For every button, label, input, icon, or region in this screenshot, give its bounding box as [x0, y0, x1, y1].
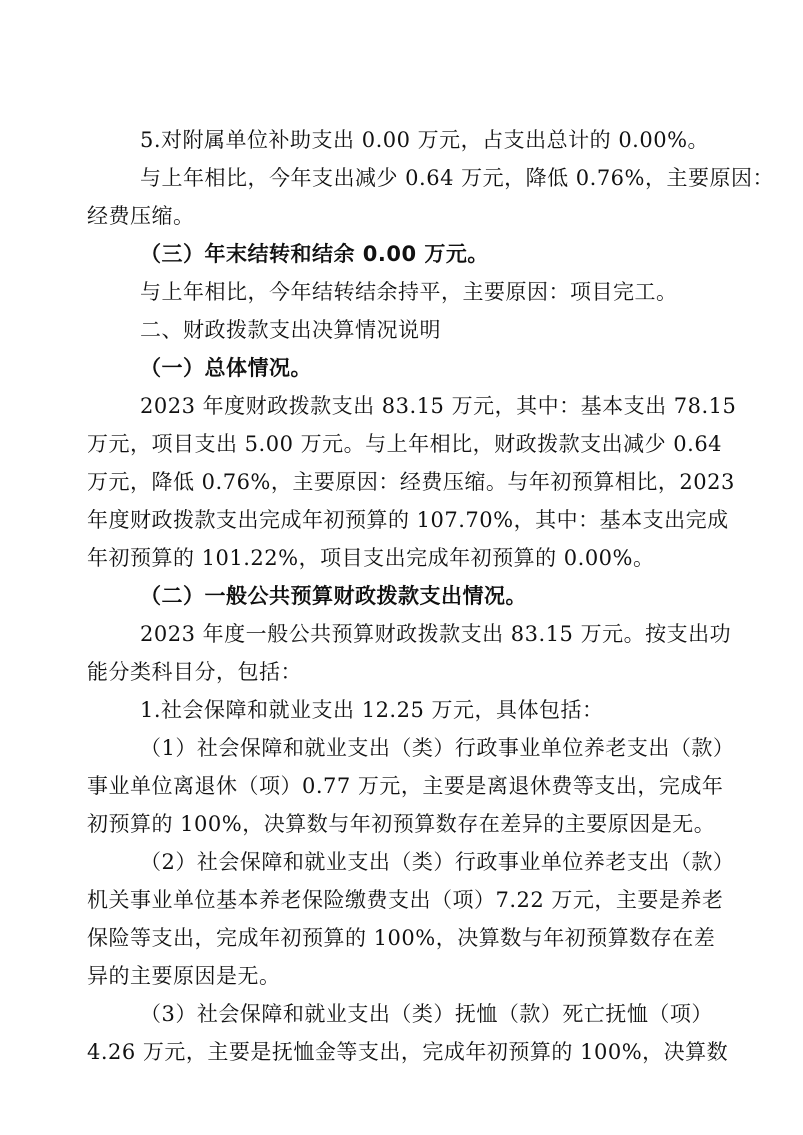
paragraph-expense-comparison-line-1: 与上年相比，今年支出减少 0.64 万元，降低 0.76%，主要原因： [140, 166, 774, 190]
item-1-line-3: 初预算的 100%，决算数与年初预算数存在差异的主要原因是无。 [87, 812, 716, 836]
paragraph-overall-line-4: 年度财政拨款支出完成年初预算的 107.70%，其中：基本支出完成 [87, 508, 729, 532]
item-2-line-2: 机关事业单位基本养老保险缴费支出（项）7.22 万元，主要是养老 [87, 888, 724, 912]
item-1-line-1: （1）社会保障和就业支出（类）行政事业单位养老支出（款） [140, 736, 735, 760]
paragraph-carryover-comparison: 与上年相比，今年结转结余持平，主要原因：项目完工。 [140, 280, 678, 304]
paragraph-overall-line-1: 2023 年度财政拨款支出 83.15 万元，其中：基本支出 78.15 [140, 394, 737, 418]
paragraph-overall-line-5: 年初预算的 101.22%，项目支出完成年初预算的 0.00%。 [87, 546, 655, 570]
paragraph-general-budget-line-1: 2023 年度一般公共预算财政拨款支出 83.15 万元。按支出功 [140, 622, 732, 646]
item-social-security-heading: 1.社会保障和就业支出 12.25 万元，具体包括： [140, 698, 604, 722]
paragraph-overall-line-3: 万元，降低 0.76%，主要原因：经费压缩。与年初预算相比，2023 [87, 470, 735, 494]
item-2-line-4: 异的主要原因是无。 [87, 964, 281, 988]
section-heading-carryover: （三）年末结转和结余 0.00 万元。 [140, 242, 489, 266]
paragraph-overall-line-2: 万元，项目支出 5.00 万元。与上年相比，财政拨款支出减少 0.64 [87, 432, 723, 456]
subsection-heading-general-budget: （二）一般公共预算财政拨款支出情况。 [140, 584, 527, 608]
section-heading-fiscal-expenditure: 二、财政拨款支出决算情况说明 [140, 318, 441, 342]
paragraph-expense-comparison-line-2: 经费压缩。 [87, 204, 195, 228]
subsection-heading-overall: （一）总体情况。 [140, 356, 312, 380]
item-1-line-2: 事业单位离退休（项）0.77 万元，主要是离退休费等支出，完成年 [87, 774, 724, 798]
item-2-line-1: （2）社会保障和就业支出（类）行政事业单位养老支出（款） [140, 850, 735, 874]
paragraph-general-budget-line-2: 能分类科目分，包括： [87, 660, 302, 684]
item-2-line-3: 保险等支出，完成年初预算的 100%，决算数与年初预算数存在差 [87, 926, 716, 950]
paragraph-subsidy-line: 5.对附属单位补助支出 0.00 万元，占支出总计的 0.00%。 [140, 128, 710, 152]
item-3-line-2: 4.26 万元，主要是抚恤金等支出，完成年初预算的 100%，决算数 [87, 1040, 729, 1064]
item-3-line-1: （3）社会保障和就业支出（类）抚恤（款）死亡抚恤（项） [140, 1002, 713, 1026]
